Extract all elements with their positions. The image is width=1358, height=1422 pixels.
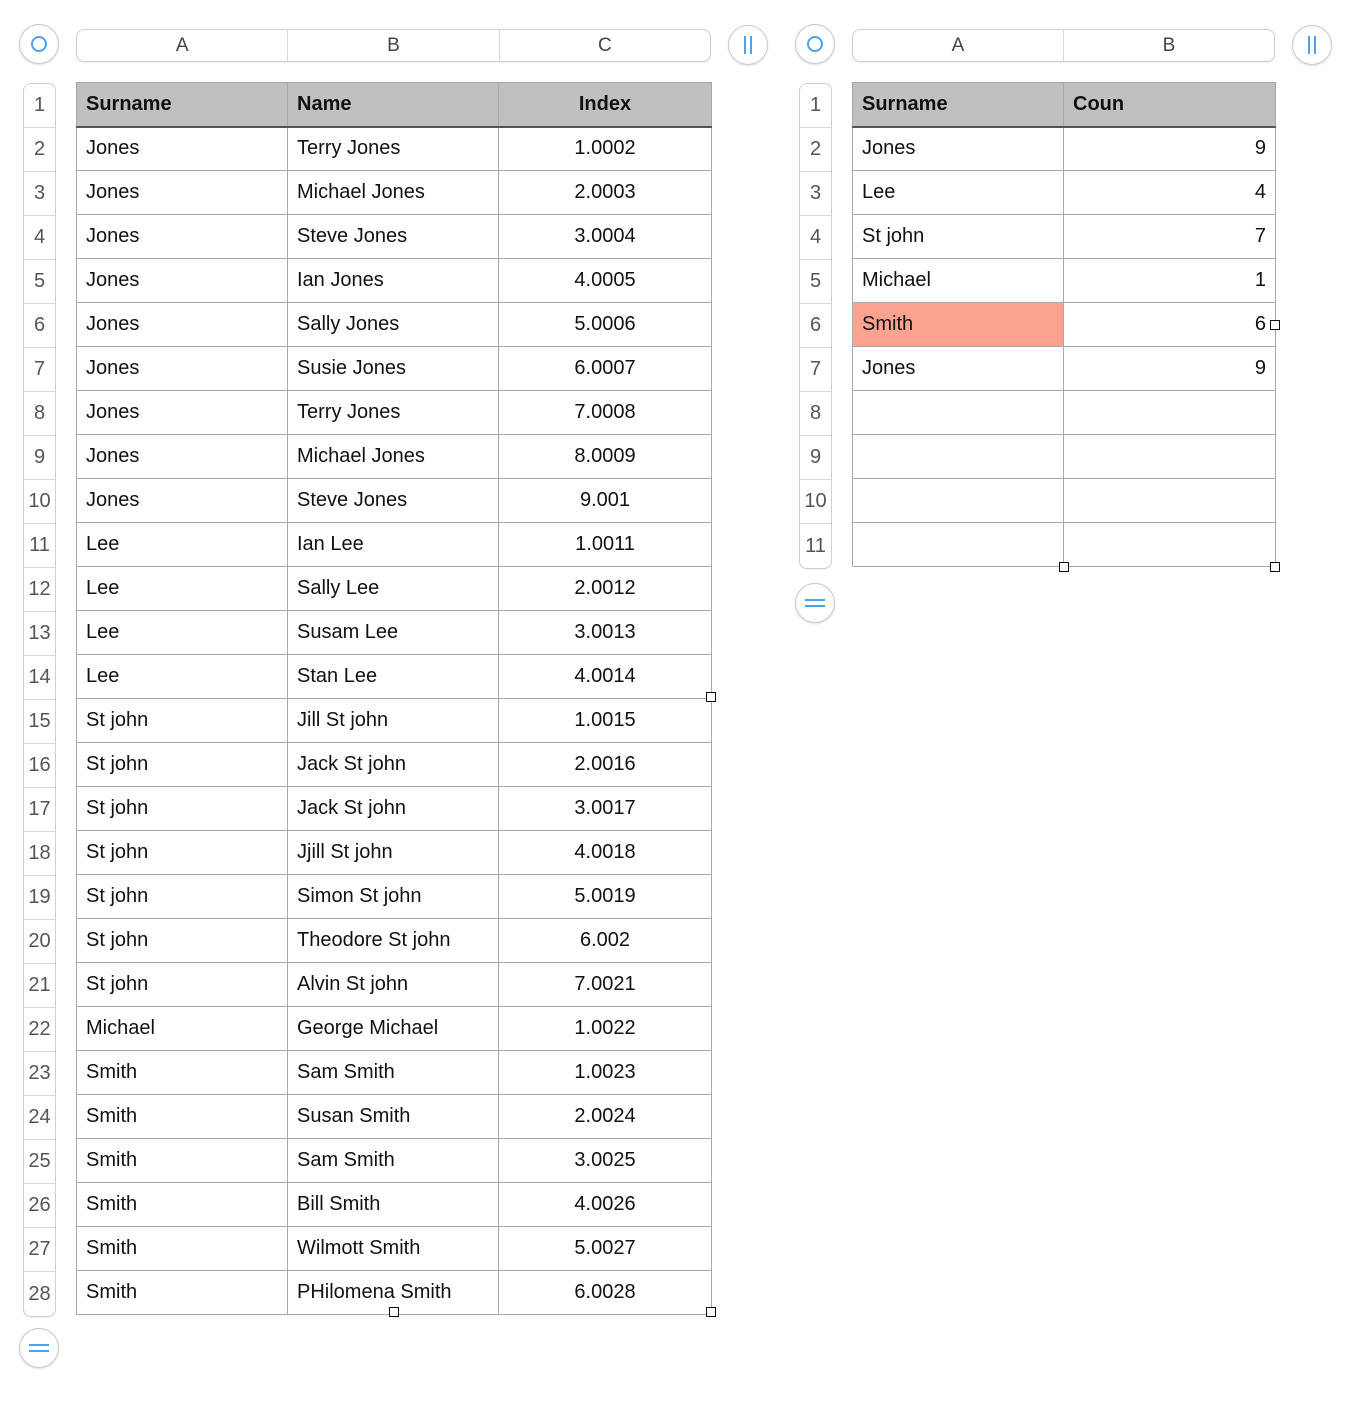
column-header-b[interactable]: B: [1162, 34, 1176, 56]
table-cell[interactable]: Jack St john: [288, 743, 499, 787]
table-cell[interactable]: Steve Jones: [288, 215, 499, 259]
table-cell[interactable]: Steve Jones: [288, 479, 499, 523]
table-cell[interactable]: [1064, 523, 1276, 567]
row-header-5[interactable]: 5: [800, 260, 831, 304]
header-cell[interactable]: Index: [499, 83, 712, 127]
table-cell[interactable]: Jill St john: [288, 699, 499, 743]
table-cell[interactable]: 6.0007: [499, 347, 712, 391]
table-cell[interactable]: 5.0019: [499, 875, 712, 919]
row-header-23[interactable]: 23: [24, 1052, 55, 1096]
column-handle-icon: [744, 36, 752, 54]
table-cell[interactable]: 4.0014: [499, 655, 712, 699]
table-row: [77, 699, 712, 743]
row-header-10[interactable]: 10: [800, 480, 831, 524]
circle-icon: [31, 36, 47, 52]
row-header-11[interactable]: 11: [24, 524, 55, 568]
table-cell[interactable]: 4.0005: [499, 259, 712, 303]
data-table-right: [852, 82, 1276, 567]
table-cell[interactable]: Michael: [853, 259, 1064, 303]
row-header-21[interactable]: 21: [24, 964, 55, 1008]
row-header-9[interactable]: 9: [24, 436, 55, 480]
table-cell[interactable]: Jones: [77, 127, 288, 171]
header-cell[interactable]: Surname: [853, 83, 1064, 127]
row-header-13[interactable]: 13: [24, 612, 55, 656]
row-header-1[interactable]: 1: [24, 84, 55, 128]
table-cell[interactable]: Michael Jones: [288, 171, 499, 215]
table-row: [77, 831, 712, 875]
table-row: [77, 479, 712, 523]
row-header-18[interactable]: 18: [24, 832, 55, 876]
table-cell[interactable]: Jones: [77, 303, 288, 347]
table-cell[interactable]: Smith: [77, 1095, 288, 1139]
add-row-button-left[interactable]: [19, 1328, 59, 1368]
table-cell[interactable]: Terry Jones: [288, 391, 499, 435]
table-cell[interactable]: 3.0017: [499, 787, 712, 831]
row-header-9[interactable]: 9: [800, 436, 831, 480]
row-header-2[interactable]: 2: [24, 128, 55, 172]
table-cell[interactable]: Jones: [853, 347, 1064, 391]
data-table-left: [76, 82, 712, 1315]
row-header-14[interactable]: 14: [24, 656, 55, 700]
table-cell[interactable]: 6.002: [499, 919, 712, 963]
table-row: [853, 303, 1276, 347]
table-cell[interactable]: PHilomena Smith: [288, 1271, 499, 1315]
table-row: [853, 523, 1276, 567]
table-cell[interactable]: Sam Smith: [288, 1139, 499, 1183]
table-row: [853, 479, 1276, 523]
table-cell[interactable]: 2.0024: [499, 1095, 712, 1139]
table-cell[interactable]: Jack St john: [288, 787, 499, 831]
row-header-28[interactable]: 28: [28, 1282, 51, 1305]
row-header-5[interactable]: 5: [24, 260, 55, 304]
row-header-26[interactable]: 26: [24, 1184, 55, 1228]
table-cell[interactable]: 5.0006: [499, 303, 712, 347]
table-row: [77, 1183, 712, 1227]
row-header-bar-right: [799, 83, 832, 569]
table-cell[interactable]: [1064, 479, 1276, 523]
row-header-8[interactable]: 8: [800, 392, 831, 436]
row-header-25[interactable]: 25: [24, 1140, 55, 1184]
table-row: [77, 1139, 712, 1183]
row-handle-icon: [805, 599, 825, 607]
add-column-button-right[interactable]: [1292, 25, 1332, 65]
resize-handle-corner[interactable]: [706, 1307, 716, 1317]
table-cell[interactable]: Smith: [77, 1271, 288, 1315]
table-cell[interactable]: Susan Smith: [288, 1095, 499, 1139]
table-cell[interactable]: Sam Smith: [288, 1051, 499, 1095]
table-row: [77, 1227, 712, 1271]
table-cell[interactable]: Alvin St john: [288, 963, 499, 1007]
table-cell[interactable]: 2.0016: [499, 743, 712, 787]
column-header-a[interactable]: A: [853, 30, 1064, 61]
table-row: [77, 611, 712, 655]
table-cell[interactable]: Wilmott Smith: [288, 1227, 499, 1271]
table-cell[interactable]: Jones: [77, 259, 288, 303]
table-cell[interactable]: Smith: [77, 1139, 288, 1183]
table-row: [77, 567, 712, 611]
resize-handle-bottom[interactable]: [1059, 562, 1069, 572]
row-header-6[interactable]: 6: [800, 304, 831, 348]
table-cell[interactable]: Simon St john: [288, 875, 499, 919]
resize-handle-right[interactable]: [1270, 320, 1280, 330]
table-cell[interactable]: 7: [1064, 215, 1276, 259]
table-row: [853, 435, 1276, 479]
table-row: [77, 347, 712, 391]
add-row-button-right[interactable]: [795, 583, 835, 623]
table-cell[interactable]: Lee: [77, 567, 288, 611]
table-row: [853, 215, 1276, 259]
table-cell[interactable]: Jones: [77, 391, 288, 435]
table-cell[interactable]: George Michael: [288, 1007, 499, 1051]
table-cell[interactable]: 1.0023: [499, 1051, 712, 1095]
row-header-bar-left: [23, 83, 56, 1317]
table-cell[interactable]: Jones: [853, 127, 1064, 171]
header-cell[interactable]: Coun: [1064, 83, 1276, 127]
table-row: [77, 303, 712, 347]
table-row: [77, 1051, 712, 1095]
table-cell[interactable]: Susam Lee: [288, 611, 499, 655]
table-cell[interactable]: 3.0013: [499, 611, 712, 655]
table-row: [77, 435, 712, 479]
table-cell[interactable]: 1.0002: [499, 127, 712, 171]
header-row: [853, 83, 1276, 127]
table-cell[interactable]: Ian Lee: [288, 523, 499, 567]
table-cell[interactable]: 6.0028: [499, 1271, 712, 1315]
row-header-3[interactable]: 3: [800, 172, 831, 216]
table-row: [77, 1007, 712, 1051]
table-cell[interactable]: Smith: [77, 1183, 288, 1227]
table-cell[interactable]: Sally Jones: [288, 303, 499, 347]
table-cell[interactable]: 3.0025: [499, 1139, 712, 1183]
table-row: [853, 391, 1276, 435]
add-column-button-left[interactable]: [728, 25, 768, 65]
table-cell[interactable]: Stan Lee: [288, 655, 499, 699]
table-cell[interactable]: Michael: [77, 1007, 288, 1051]
table-cell[interactable]: 4: [1064, 171, 1276, 215]
column-header-b[interactable]: B: [288, 30, 499, 61]
table-row: [77, 215, 712, 259]
resize-handle-right[interactable]: [706, 692, 716, 702]
row-header-16[interactable]: 16: [24, 744, 55, 788]
table-cell[interactable]: Lee: [77, 655, 288, 699]
table-cell[interactable]: Terry Jones: [288, 127, 499, 171]
resize-handle-bottom[interactable]: [389, 1307, 399, 1317]
table-cell[interactable]: [853, 523, 1064, 567]
table-cell[interactable]: St john: [77, 831, 288, 875]
header-cell[interactable]: Name: [288, 83, 499, 127]
column-header-c[interactable]: C: [597, 34, 612, 56]
row-header-7[interactable]: 7: [800, 348, 831, 392]
table-row: [77, 875, 712, 919]
table-row: [853, 171, 1276, 215]
row-handle-icon: [29, 1344, 49, 1352]
row-header-6[interactable]: 6: [24, 304, 55, 348]
table-row: [77, 127, 712, 171]
table-cell[interactable]: 1.0011: [499, 523, 712, 567]
table-cell[interactable]: Theodore St john: [288, 919, 499, 963]
table-cell[interactable]: Lee: [77, 611, 288, 655]
table-cell[interactable]: St john: [77, 919, 288, 963]
table-cell[interactable]: 7.0021: [499, 963, 712, 1007]
row-header-12[interactable]: 12: [24, 568, 55, 612]
table-cell[interactable]: Sally Lee: [288, 567, 499, 611]
highlighted-cell[interactable]: Smith: [853, 303, 1064, 347]
column-header-a[interactable]: A: [77, 30, 288, 61]
table-cell[interactable]: 9: [1064, 127, 1276, 171]
table-cell[interactable]: Smith: [77, 1051, 288, 1095]
select-table-button-right[interactable]: [795, 24, 835, 64]
table-cell[interactable]: 3.0004: [499, 215, 712, 259]
table-cell[interactable]: Ian Jones: [288, 259, 499, 303]
table-cell[interactable]: 8.0009: [499, 435, 712, 479]
row-header-8[interactable]: 8: [24, 392, 55, 436]
table-row: [77, 919, 712, 963]
table-cell[interactable]: St john: [77, 875, 288, 919]
table-row: [77, 743, 712, 787]
row-header-19[interactable]: 19: [24, 876, 55, 920]
table-cell[interactable]: 7.0008: [499, 391, 712, 435]
table-cell[interactable]: Lee: [77, 523, 288, 567]
table-cell[interactable]: St john: [77, 699, 288, 743]
table-row: [77, 171, 712, 215]
row-header-11[interactable]: 11: [805, 534, 826, 557]
table-cell[interactable]: 1.0022: [499, 1007, 712, 1051]
circle-icon: [807, 36, 823, 52]
table-cell[interactable]: St john: [77, 787, 288, 831]
table-cell[interactable]: 2.0012: [499, 567, 712, 611]
row-header-22[interactable]: 22: [24, 1008, 55, 1052]
table-row: [77, 1095, 712, 1139]
row-header-1[interactable]: 1: [800, 84, 831, 128]
table-cell[interactable]: Lee: [853, 171, 1064, 215]
row-header-27[interactable]: 27: [24, 1228, 55, 1272]
table-cell[interactable]: 9.001: [499, 479, 712, 523]
table-row: [77, 655, 712, 699]
column-handle-icon: [1308, 36, 1316, 54]
table-row: [77, 391, 712, 435]
row-header-2[interactable]: 2: [800, 128, 831, 172]
table-row: [77, 259, 712, 303]
table-cell[interactable]: Jones: [77, 435, 288, 479]
table-cell[interactable]: 1.0015: [499, 699, 712, 743]
table-cell[interactable]: Smith: [77, 1227, 288, 1271]
table-cell[interactable]: 5.0027: [499, 1227, 712, 1271]
table-row: [853, 259, 1276, 303]
resize-handle-corner[interactable]: [1270, 562, 1280, 572]
table-cell[interactable]: [853, 391, 1064, 435]
row-header-7[interactable]: 7: [24, 348, 55, 392]
table-cell[interactable]: Jones: [77, 215, 288, 259]
table-cell[interactable]: Michael Jones: [288, 435, 499, 479]
header-cell[interactable]: Surname: [77, 83, 288, 127]
table-row: [853, 127, 1276, 171]
table-cell[interactable]: 1: [1064, 259, 1276, 303]
row-header-4[interactable]: 4: [800, 216, 831, 260]
table-cell[interactable]: [853, 435, 1064, 479]
table-row: [77, 963, 712, 1007]
table-cell[interactable]: St john: [853, 215, 1064, 259]
table-cell[interactable]: 4.0026: [499, 1183, 712, 1227]
table-cell[interactable]: St john: [77, 743, 288, 787]
table-cell[interactable]: Bill Smith: [288, 1183, 499, 1227]
table-row: [853, 347, 1276, 391]
table-cell[interactable]: 2.0003: [499, 171, 712, 215]
table-cell[interactable]: 4.0018: [499, 831, 712, 875]
table-cell[interactable]: [1064, 391, 1276, 435]
row-header-10[interactable]: 10: [24, 480, 55, 524]
table-cell[interactable]: 9: [1064, 347, 1276, 391]
table-cell[interactable]: St john: [77, 963, 288, 1007]
table-cell[interactable]: Jones: [77, 479, 288, 523]
table-cell[interactable]: Jones: [77, 171, 288, 215]
table-cell[interactable]: 6: [1064, 303, 1276, 347]
table-cell[interactable]: [1064, 435, 1276, 479]
column-header-bar-left: [76, 29, 711, 62]
table-row: [77, 523, 712, 567]
table-cell[interactable]: [853, 479, 1064, 523]
table-cell[interactable]: Jones: [77, 347, 288, 391]
row-header-17[interactable]: 17: [24, 788, 55, 832]
table-row: [77, 787, 712, 831]
row-header-4[interactable]: 4: [24, 216, 55, 260]
select-table-button-left[interactable]: [19, 24, 59, 64]
row-header-24[interactable]: 24: [24, 1096, 55, 1140]
row-header-15[interactable]: 15: [24, 700, 55, 744]
table-cell[interactable]: Jjill St john: [288, 831, 499, 875]
column-header-bar-right: [852, 29, 1275, 62]
header-row: [77, 83, 712, 127]
row-header-3[interactable]: 3: [24, 172, 55, 216]
row-header-20[interactable]: 20: [24, 920, 55, 964]
table-cell[interactable]: Susie Jones: [288, 347, 499, 391]
